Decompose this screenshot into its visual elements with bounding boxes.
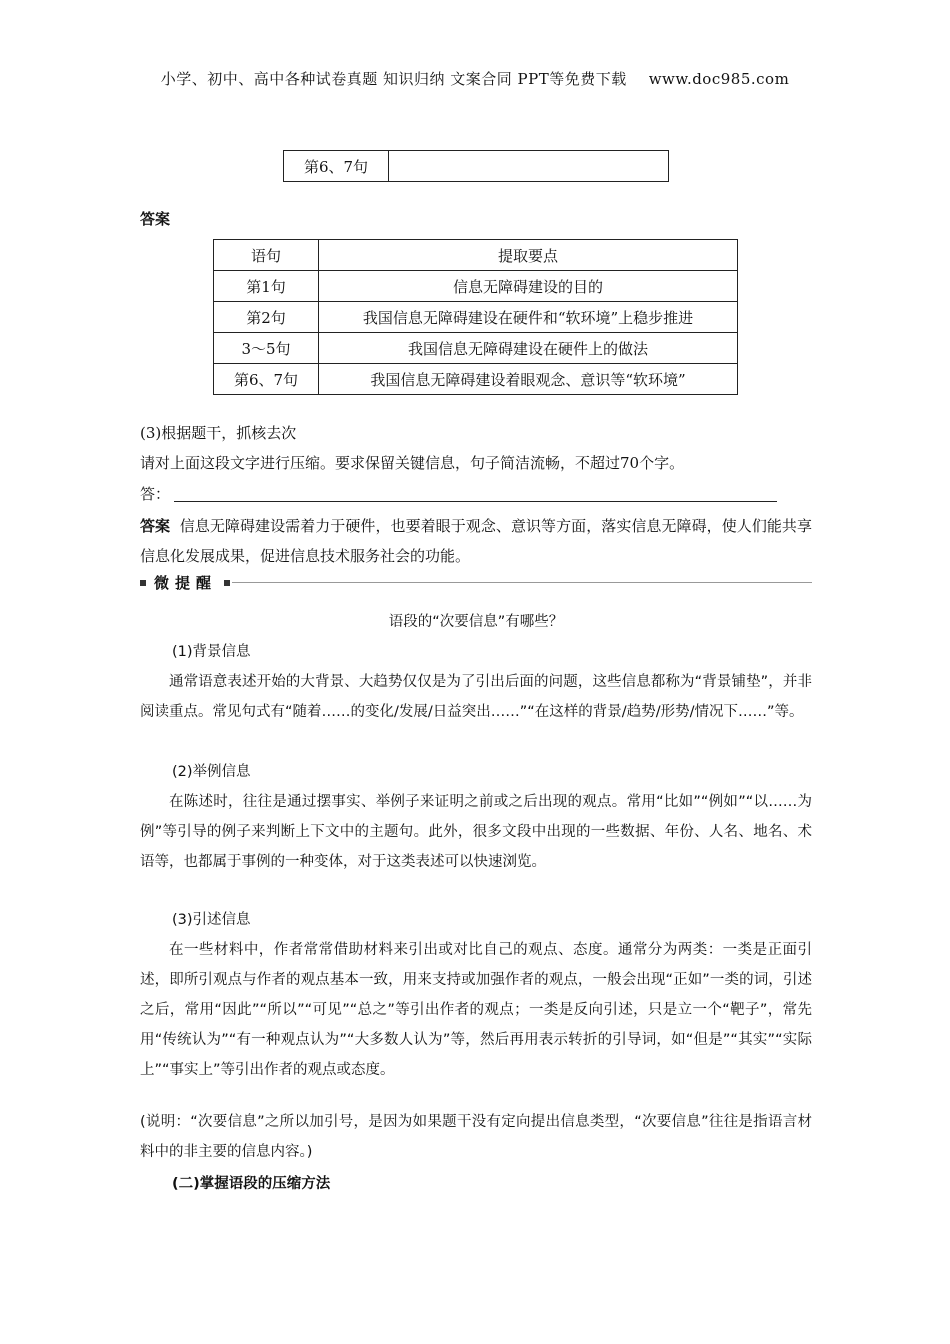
answer-table — [213, 239, 738, 395]
table-cell: 第1句 — [214, 271, 319, 302]
answer-prefix: 答： — [140, 485, 171, 503]
answer-label: 答案 — [140, 517, 171, 535]
table-cell: 第6、7句 — [284, 151, 389, 182]
table-cell: 第6、7句 — [214, 364, 319, 395]
table-row — [214, 364, 738, 395]
section-example-text: 在陈述时，往往是通过摆事实、举例子来证明之前或之后出现的观点。常用“比如”“例如”“以……为例”等引导的例子来判断上下文中的主题句。此外，很多文段中出现的一些数据、年份、人名、地名、术语等，也都属于事例的一种变体，对于这类表述可以快速浏览。 — [140, 794, 812, 870]
question-3-prompt: 请对上面这段文字进行压缩。要求保留关键信息，句子简洁流畅，不超过70个字。 — [140, 454, 685, 472]
question-3-answer — [140, 511, 812, 571]
tip-title: 微提醒 — [154, 574, 218, 592]
tip-note: (说明：“次要信息”之所以加引号，是因为如果题干没有定向提出信息类型，“次要信息”往往是指语言材料中的非主要的信息内容。) — [140, 1114, 812, 1160]
table-row — [284, 151, 669, 182]
table-header-row — [214, 240, 738, 271]
question-3-title: (3)根据题干，抓核去次 — [140, 424, 297, 442]
tip-heading: 语段的“次要信息”有哪些？ — [388, 614, 564, 630]
square-bullet-icon — [224, 580, 230, 586]
table-row — [214, 333, 738, 364]
table-cell: 3～5句 — [214, 333, 319, 364]
square-bullet-icon — [140, 580, 146, 586]
section-background-text: 通常语意表述开始的大背景、大趋势仅仅是为了引出后面的问题，这些信息都称为“背景铺垫”，并非阅读重点。常见句式有“随着……的变化/发展/日益突出……”“在这样的背景/趋势/形势/情况下……”等。 — [140, 674, 812, 720]
answer-line[interactable] — [140, 479, 812, 509]
table-header: 语句 — [214, 240, 319, 271]
section-quote-title: (3)引述信息 — [172, 912, 251, 928]
section-quote-text: 在一些材料中，作者常常借助材料来引出或对比自己的观点、态度。通常分为两类：一类是正面引述，即所引观点与作者的观点基本一致，用来支持或加强作者的观点，一般会出现“正如”一类的词，引述之后，常用“因此”“所以”“可见”“总之”等引出作者的观点；一类是反向引述，只是立一个“靶子”，常先用“传统认为”“有一种观点认为”“大多数人认为”等，然后再用表示转折的引导词，如“但是”“其实”“实际上”“事实上”等引出作者的观点或态度。 — [140, 942, 812, 1078]
answer-label: 答案 — [140, 210, 171, 228]
answer-blank[interactable] — [174, 501, 777, 502]
table-cell: 第2句 — [214, 302, 319, 333]
table-cell: 信息无障碍建设的目的 — [319, 271, 738, 302]
table-row — [214, 271, 738, 302]
table-row — [214, 302, 738, 333]
table-cell: 我国信息无障碍建设在硬件和“软环境”上稳步推进 — [319, 302, 738, 333]
page-header — [0, 68, 950, 89]
section-example-title: (2)举例信息 — [172, 764, 251, 780]
header-text: 小学、初中、高中各种试卷真题 知识归纳 文案合同 PPT等免费下载 — [160, 70, 627, 88]
table-header: 提取要点 — [319, 240, 738, 271]
table-cell: 我国信息无障碍建设在硬件上的做法 — [319, 333, 738, 364]
divider-line — [232, 582, 812, 583]
header-url[interactable]: www.doc985.com — [648, 70, 790, 88]
top-table — [283, 150, 669, 182]
table-cell: 我国信息无障碍建设着眼观念、意识等“软环境” — [319, 364, 738, 395]
answer-text: 信息无障碍建设需着力于硬件，也要着眼于观念、意识等方面，落实信息无障碍，使人们能共享信息化发展成果，促进信息技术服务社会的功能。 — [140, 517, 812, 565]
tip-divider — [140, 575, 812, 591]
section-background-title: (1)背景信息 — [172, 644, 251, 660]
next-section-title: (二)掌握语段的压缩方法 — [172, 1176, 331, 1192]
table-cell — [389, 151, 669, 182]
